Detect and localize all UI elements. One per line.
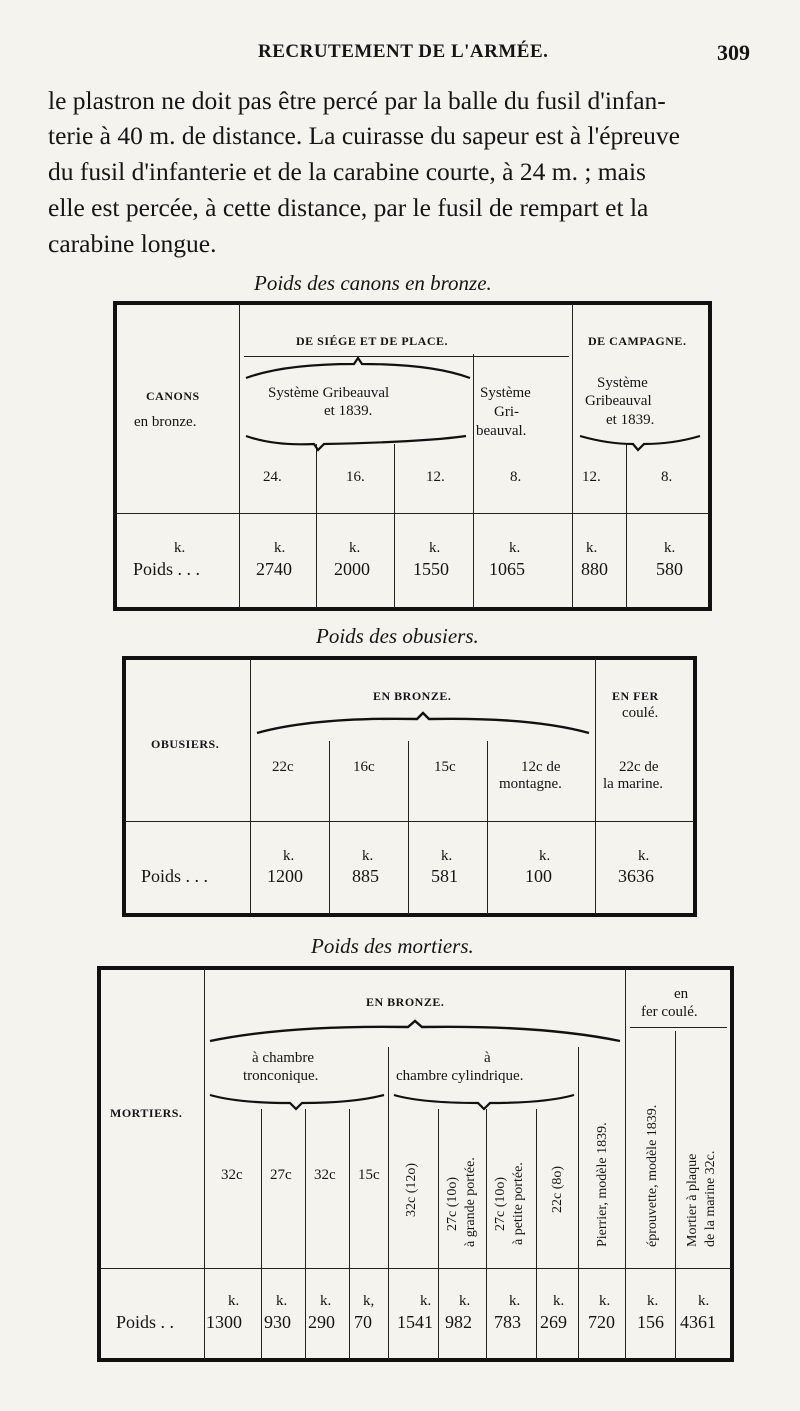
rotated-calibre: Pierrier, modèle 1839. bbox=[595, 1122, 610, 1247]
canons-row-head: CANONS bbox=[146, 389, 200, 403]
paragraph-line: le plastron ne doit pas être percé par la balle du fusil d'infan- bbox=[48, 86, 666, 115]
calibre-cell: 12c de bbox=[521, 759, 561, 775]
canons-row-head-sub: en bronze. bbox=[134, 414, 197, 430]
group-fer-sub: fer coulé. bbox=[641, 1004, 698, 1020]
brace-sub1 bbox=[208, 1093, 386, 1113]
unit-label: k. bbox=[283, 848, 295, 864]
unit-label: k. bbox=[228, 1293, 240, 1309]
unit-label: k. bbox=[509, 1293, 521, 1309]
unit-label: k. bbox=[539, 848, 551, 864]
weight-value: 2000 bbox=[334, 559, 370, 579]
unit-label: k. bbox=[276, 1293, 288, 1309]
weight-value: 930 bbox=[264, 1312, 291, 1332]
calibre-cell: 15c bbox=[358, 1167, 380, 1183]
rotated-calibre-sub: à petite portée. bbox=[511, 1162, 526, 1245]
brace-bronze bbox=[208, 1019, 622, 1045]
calibre-cell: 16c bbox=[353, 759, 375, 775]
unit-label: k. bbox=[638, 848, 650, 864]
unit-label: k. bbox=[664, 540, 676, 556]
mortiers-row-head: MORTIERS. bbox=[110, 1106, 183, 1120]
sys3-label: Système bbox=[597, 375, 648, 391]
rotated-calibre: éprouvette, modèle 1839. bbox=[645, 1104, 660, 1247]
group-siege-label: DE SIÉGE ET DE PLACE. bbox=[296, 334, 448, 348]
sys1-label: Système Gribeauval bbox=[268, 385, 390, 401]
paragraph-line: elle est percée, à cette distance, par le fusil de rempart et la bbox=[48, 193, 649, 222]
calibre-cell: 12. bbox=[426, 469, 445, 485]
calibre-cell: 22c de bbox=[619, 759, 659, 775]
sub2-sub: chambre cylindrique. bbox=[396, 1068, 524, 1084]
sub1-label: à chambre bbox=[252, 1050, 315, 1066]
brace-siege bbox=[244, 356, 472, 382]
group-campagne-label: DE CAMPAGNE. bbox=[588, 334, 687, 348]
sys2-label: Système bbox=[480, 385, 531, 401]
unit-label: k. bbox=[429, 540, 441, 556]
sys3-sub: Gribeauval bbox=[585, 393, 652, 409]
sys2-sub: Gri- bbox=[494, 404, 519, 420]
calibre-cell-sub: la marine. bbox=[603, 776, 663, 792]
weight-value: 783 bbox=[494, 1312, 521, 1332]
group-fer-label: EN FER bbox=[612, 689, 659, 703]
sys2-sub2: beauval. bbox=[476, 423, 527, 439]
weight-value: 1541 bbox=[397, 1312, 433, 1332]
calibre-cell: 12. bbox=[582, 469, 601, 485]
calibre-cell: 8. bbox=[510, 469, 522, 485]
brace-sys1 bbox=[244, 434, 469, 452]
unit-label: k. bbox=[274, 540, 286, 556]
weight-value: 269 bbox=[540, 1312, 567, 1332]
unit-label: k. bbox=[362, 848, 374, 864]
unit-label: k. bbox=[599, 1293, 611, 1309]
unit-label: k. bbox=[420, 1293, 432, 1309]
weight-value: 1065 bbox=[489, 559, 525, 579]
calibre-cell: 32c bbox=[221, 1167, 243, 1183]
paragraph-line: carabine longue. bbox=[48, 229, 217, 258]
unit-label: k, bbox=[363, 1293, 375, 1309]
weight-value: 885 bbox=[352, 866, 379, 886]
calibre-cell: 22c bbox=[272, 759, 294, 775]
weight-value: 2740 bbox=[256, 559, 292, 579]
unit-label: k. bbox=[459, 1293, 471, 1309]
unit-label: k. bbox=[586, 540, 598, 556]
calibre-cell-sub: montagne. bbox=[499, 776, 562, 792]
sys3-sub2: et 1839. bbox=[606, 412, 655, 428]
rotated-calibre: Mortier à plaque bbox=[685, 1153, 700, 1247]
sys1-sub: et 1839. bbox=[324, 403, 373, 419]
calibre-cell: 15c bbox=[434, 759, 456, 775]
unit-label: k. bbox=[698, 1293, 710, 1309]
unit-label: k. bbox=[647, 1293, 659, 1309]
weight-value: 581 bbox=[431, 866, 458, 886]
page-number: 309 bbox=[717, 40, 750, 65]
mortiers-caption: Poids des mortiers. bbox=[311, 934, 474, 958]
sub2-label: à bbox=[484, 1050, 491, 1066]
obusiers-table bbox=[122, 656, 697, 917]
rotated-calibre-sub: de la marine 32c. bbox=[703, 1150, 718, 1247]
unit-label: k. bbox=[441, 848, 453, 864]
unit-label: k. bbox=[509, 540, 521, 556]
group-bronze-label: EN BRONZE. bbox=[373, 689, 452, 703]
unit-label: k. bbox=[320, 1293, 332, 1309]
poids-row-label: Poids . . bbox=[116, 1312, 175, 1332]
obusiers-caption: Poids des obusiers. bbox=[316, 624, 479, 648]
unit-label: k. bbox=[553, 1293, 565, 1309]
rotated-calibre-sub: à grande portée. bbox=[463, 1157, 478, 1247]
calibre-cell: 16. bbox=[346, 469, 365, 485]
weight-value: 3636 bbox=[618, 866, 654, 886]
weight-value: 156 bbox=[637, 1312, 664, 1332]
running-title: RECRUTEMENT DE L'ARMÉE. bbox=[258, 41, 549, 62]
rotated-calibre: 32c (12o) bbox=[404, 1162, 419, 1217]
poids-row-label: Poids . . . bbox=[141, 866, 209, 886]
weight-value: 580 bbox=[656, 559, 683, 579]
paragraph-line: du fusil d'infanterie et de la carabine courte, à 24 m. ; mais bbox=[48, 157, 646, 186]
calibre-cell: 8. bbox=[661, 469, 673, 485]
mortiers-table bbox=[97, 966, 734, 1362]
rotated-calibre: 27c (10o) bbox=[493, 1176, 508, 1231]
weight-value: 1300 bbox=[206, 1312, 242, 1332]
sub1-sub: tronconique. bbox=[243, 1068, 319, 1084]
weight-value: 720 bbox=[588, 1312, 615, 1332]
calibre-cell: 27c bbox=[270, 1167, 292, 1183]
weight-value: 982 bbox=[445, 1312, 472, 1332]
unit-label: k. bbox=[349, 540, 361, 556]
brace-sys3 bbox=[578, 434, 703, 452]
group-bronze-label: EN BRONZE. bbox=[366, 995, 445, 1009]
weight-value: 100 bbox=[525, 866, 552, 886]
weight-value: 1550 bbox=[413, 559, 449, 579]
obusiers-row-head: OBUSIERS. bbox=[151, 737, 220, 751]
weight-value: 4361 bbox=[680, 1312, 716, 1332]
rotated-calibre: 27c (10o) bbox=[445, 1176, 460, 1231]
brace-bronze bbox=[255, 711, 591, 737]
brace-sub2 bbox=[392, 1093, 576, 1113]
calibre-cell: 32c bbox=[314, 1167, 336, 1183]
poids-row-label: Poids . . . bbox=[133, 559, 201, 579]
unit-label: k. bbox=[174, 540, 186, 556]
canons-table bbox=[113, 301, 712, 611]
rotated-calibre: 22c (8o) bbox=[550, 1165, 565, 1213]
weight-value: 1200 bbox=[267, 866, 303, 886]
weight-value: 290 bbox=[308, 1312, 335, 1332]
weight-value: 70 bbox=[354, 1312, 372, 1332]
calibre-cell: 24. bbox=[263, 469, 282, 485]
group-fer-label: en bbox=[674, 986, 689, 1002]
paragraph-line: terie à 40 m. de distance. La cuirasse du sapeur est à l'épreuve bbox=[48, 121, 680, 150]
group-fer-sub: coulé. bbox=[622, 705, 659, 721]
weight-value: 880 bbox=[581, 559, 608, 579]
canons-caption: Poids des canons en bronze. bbox=[254, 271, 492, 295]
